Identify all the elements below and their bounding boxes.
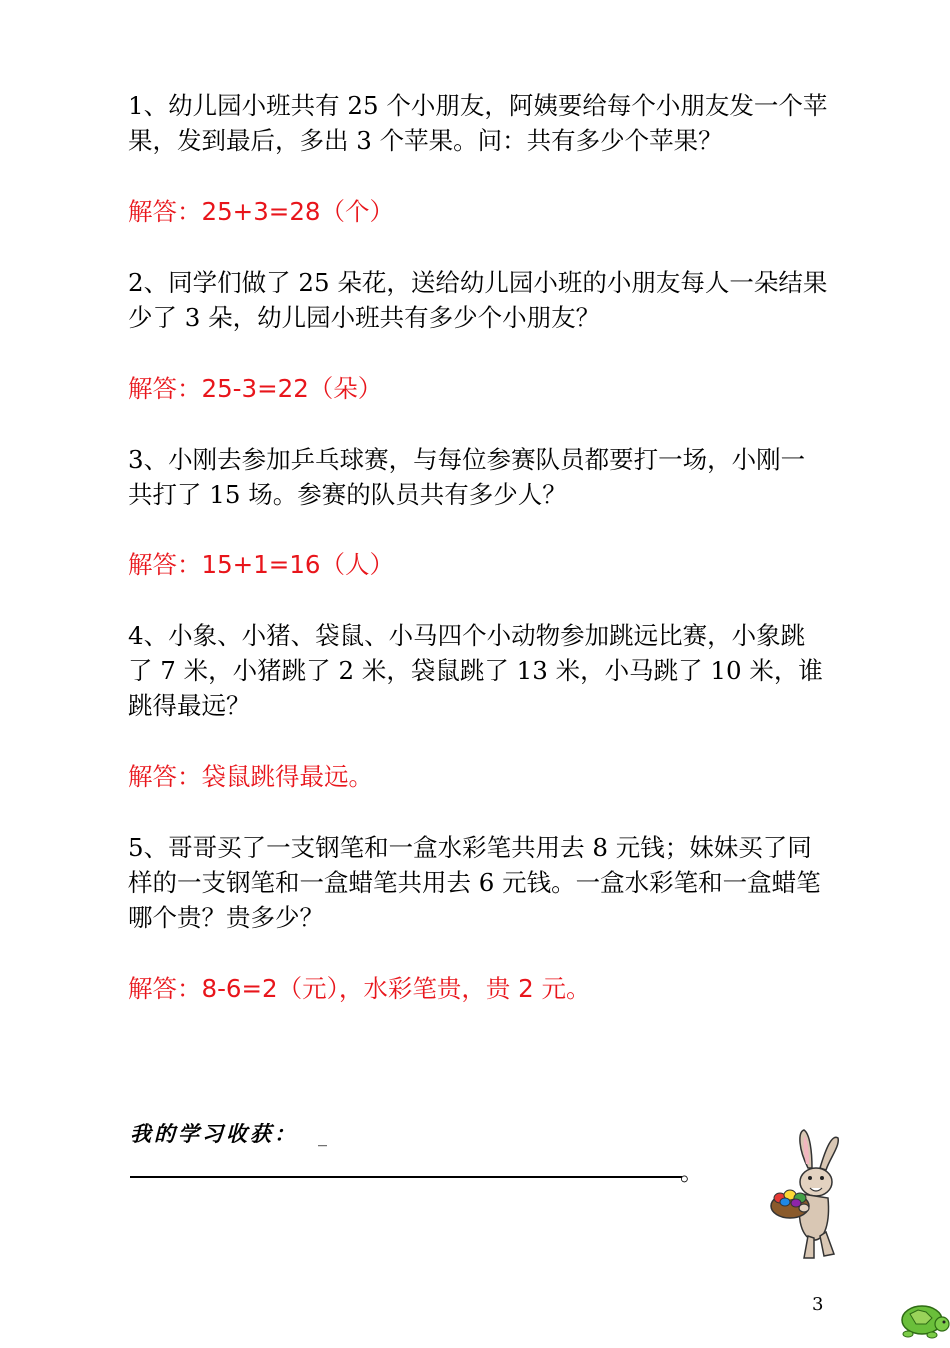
harvest-writing-line[interactable] — [130, 1176, 682, 1178]
problem-3-answer: 解答：15+1=16（人） — [128, 550, 394, 579]
problem-1-answer: 解答：25+3=28（个） — [128, 197, 394, 226]
problem-4-question: 4、小象、小猪、袋鼠、小马四个小动物参加跳远比赛，小象跳了 7 米，小猪跳了 2 米，袋鼠跳了 13 米，小马跳了 10 米，谁跳得最远？ — [128, 621, 823, 720]
harvest-end-mark: 。 — [680, 1158, 704, 1186]
harvest-cursor: _ — [318, 1126, 327, 1147]
problem-5-question: 5、哥哥买了一支钢笔和一盒水彩笔共用去 8 元钱；妹妹买了同样的一支钢笔和一盒蜡笔共用去 6 元钱。一盒水彩笔和一盒蜡笔哪个贵？贵多少？ — [128, 833, 821, 932]
green-turtle-icon — [898, 1300, 950, 1340]
rabbit-with-egg-basket-icon — [768, 1128, 850, 1266]
problem-5-answer: 解答：8-6=2（元），水彩笔贵，贵 2 元。 — [128, 974, 591, 1003]
learning-harvest-label: 我的学习收获： — [130, 1121, 298, 1146]
page-number: 3 — [812, 1294, 824, 1315]
problem-3-question: 3、小刚去参加乒乓球赛，与每位参赛队员都要打一场，小刚一共打了 15 场。参赛的队员共有多少人？ — [128, 445, 806, 509]
problem-1-question: 1、幼儿园小班共有 25 个小朋友，阿姨要给每个小朋友发一个苹果，发到最后，多出 3 个苹果。问：共有多少个苹果？ — [128, 91, 828, 155]
problem-2-question: 2、同学们做了 25 朵花，送给幼儿园小班的小朋友每人一朵结果少了 3 朵，幼儿园小班共有多少个小朋友？ — [128, 268, 828, 332]
problem-2-answer: 解答：25-3=22（朵） — [128, 374, 383, 403]
problem-4-answer: 解答：袋鼠跳得最远。 — [128, 762, 373, 791]
